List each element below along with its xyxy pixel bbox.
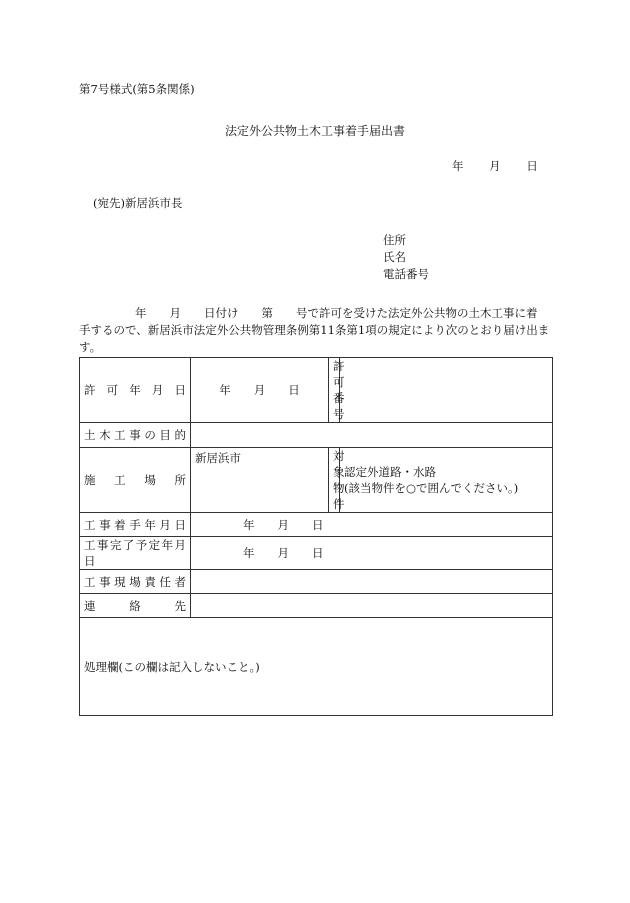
purpose-value[interactable] [191, 423, 553, 448]
permit-number-text: 許可番号 [333, 359, 345, 421]
start-date-value[interactable]: 年 月 日 [191, 513, 553, 537]
permit-date-label: 許可年月日 [80, 358, 191, 423]
form-number: 第7号様式(第5条関係) [79, 82, 195, 96]
target-label-2: 物件 [333, 481, 345, 511]
contact-label: 連絡先 [80, 594, 191, 618]
body-paragraph [79, 305, 557, 356]
date-month: 月 [489, 159, 501, 173]
location-label: 施工場所 [80, 448, 191, 513]
contact-value[interactable] [191, 594, 553, 618]
date-line [452, 158, 538, 174]
site-manager-label: 工事現場責任者 [80, 570, 191, 594]
applicant-name-label: 氏名 [383, 250, 406, 264]
target-value-2: (該当物件を○で囲んでください。) [344, 481, 519, 495]
table-row [80, 358, 553, 423]
location-city[interactable]: 新居浜市 [191, 448, 329, 513]
table-row [80, 537, 553, 570]
permit-number-value[interactable] [340, 358, 553, 423]
body-line-3: す。 [79, 340, 102, 354]
date-day: 日 [526, 159, 538, 173]
processing-label: 処理欄(この欄は記入しないこと。) [84, 659, 260, 674]
applicant-address-label: 住所 [383, 233, 406, 247]
target-label [329, 448, 345, 513]
processing-field [80, 618, 553, 716]
site-manager-value[interactable] [191, 570, 553, 594]
form-table [79, 357, 553, 716]
target-value[interactable] [340, 448, 553, 513]
body-line-2: 手するので、新居浜市法定外公共物管理条例第11条第1項の規定により次のとおり届け出ま [79, 323, 550, 337]
start-date-label: 工事着手年月日 [80, 513, 191, 537]
permit-date-value[interactable]: 年 月 日 [191, 358, 329, 423]
table-row [80, 423, 553, 448]
table-row [80, 594, 553, 618]
table-row [80, 513, 553, 537]
purpose-label: 土木工事の目的 [80, 423, 191, 448]
table-row [80, 618, 553, 716]
applicant-phone-label: 電話番号 [383, 267, 429, 281]
applicant-block [383, 232, 429, 283]
document-title: 法定外公共物土木工事着手届出書 [224, 124, 405, 138]
target-value-1: 認定外道路・水路 [344, 465, 436, 479]
addressee: (宛先)新居浜市長 [93, 196, 183, 210]
date-year: 年 [452, 159, 464, 173]
permit-number-label [329, 358, 345, 423]
target-label-1: 対象 [333, 449, 345, 479]
end-date-value[interactable]: 年 月 日 [191, 537, 553, 570]
body-line-1: 年 月 日付け 第 号で許可を受けた法定外公共物の土木工事に着 [135, 306, 538, 320]
table-row [80, 448, 553, 513]
table-row [80, 570, 553, 594]
end-date-label: 工事完了予定年月日 [80, 537, 191, 570]
